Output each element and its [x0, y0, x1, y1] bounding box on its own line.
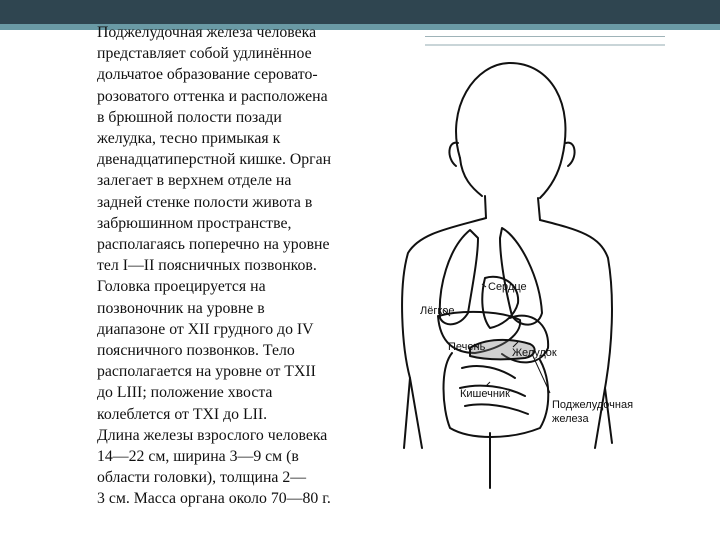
text-line: задней стенке полости живота в: [97, 193, 313, 211]
label-pancreas-2: железа: [552, 413, 589, 425]
label-intestine: Кишечник: [460, 388, 510, 400]
right-ear: [566, 143, 575, 166]
label-liver: Печень: [448, 341, 486, 353]
text-line: дольчатое образование серовато-: [97, 66, 318, 84]
right-lung: [500, 228, 542, 325]
text-line: располагаясь поперечно на уровне: [97, 236, 330, 254]
text-line: колеблется от ТХI до LII.: [97, 405, 268, 423]
text-line: Головка проецируется на: [97, 278, 266, 296]
neck-left: [485, 196, 486, 218]
anatomy-figure: [390, 48, 710, 540]
text-line: залегает в верхнем отделе на: [97, 172, 292, 190]
text-line: поясничного позвонков. Тело: [97, 342, 295, 360]
slide-decor-line: [425, 36, 665, 37]
text-line: располагается на уровне от ТХII: [97, 363, 316, 381]
label-heart: Сердце: [488, 281, 527, 293]
text-line: тел I—II поясничных позвонков.: [97, 257, 317, 275]
neck-right: [538, 198, 540, 220]
text-line: Длина железы взрослого человека: [97, 426, 328, 444]
text-line: розоватого оттенка и расположена: [97, 87, 328, 105]
text-line: представляет собой удлинённое: [97, 45, 312, 63]
label-stomach: Желудок: [512, 347, 557, 359]
pancreas-description: [97, 22, 375, 510]
text-line: забрюшинном пространстве,: [97, 214, 292, 232]
torso-left: [402, 218, 486, 448]
text-line: желудка, тесно примыкая к: [97, 130, 281, 148]
text-line: 14—22 см, ширина 3—9 см (в: [97, 448, 299, 466]
label-pancreas-1: Поджелудочная: [552, 399, 634, 411]
label-lines: [444, 284, 550, 393]
text-line: двенадцатиперстной кишке. Орган: [97, 151, 332, 169]
slide-top-bar: [0, 0, 720, 24]
arm-left: [404, 378, 410, 448]
arm-right: [605, 388, 612, 443]
text-line: 3 см. Масса органа около 70—80 г.: [97, 490, 331, 508]
text-line: в брюшной полости позади: [97, 108, 282, 126]
text-line: диапазоне от XII грудного до IV: [97, 320, 314, 338]
label-lung: Лёгкое: [420, 305, 455, 317]
slide-decor-line-2: [425, 44, 665, 46]
head-outline: [456, 63, 565, 198]
text-line: области головки), толщина 2—: [97, 469, 307, 487]
text-line: Поджелудочная железа человека: [97, 24, 317, 41]
text-line: позвоночник на уровне в: [97, 299, 265, 317]
text-line: до LIII; положение хвоста: [97, 384, 273, 402]
face-line: [460, 158, 482, 196]
